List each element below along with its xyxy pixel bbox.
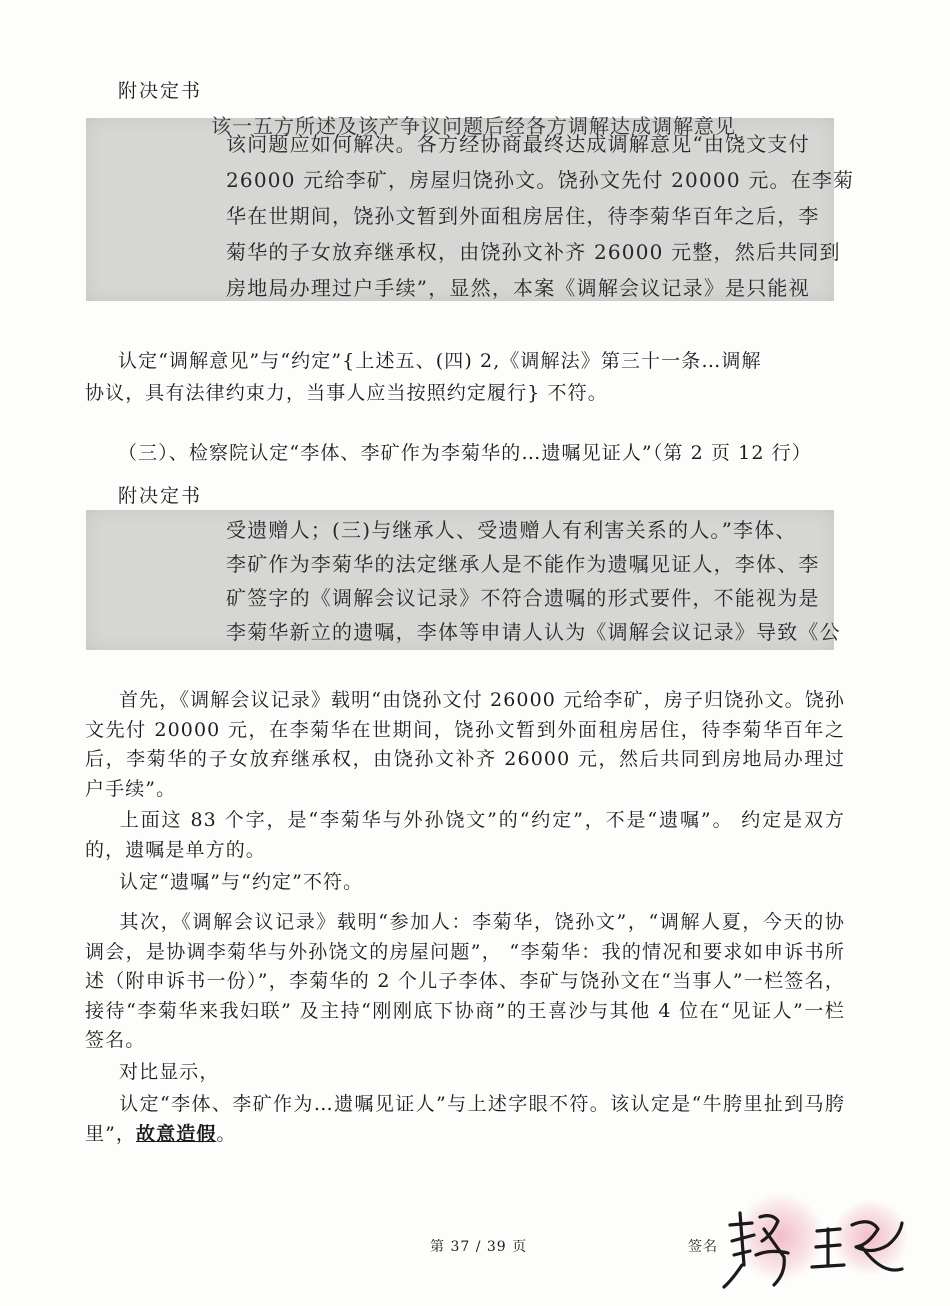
paragraph-text: 认定“李体、李矿作为…遗嘱见证人”与上述字眼不符。该认定是“牛胯里扯到马胯里”， bbox=[85, 1093, 845, 1145]
emphasis-text: 故意造假 bbox=[136, 1122, 217, 1145]
paragraph-text: 对比显示， bbox=[119, 1061, 220, 1083]
body-paragraph bbox=[85, 686, 845, 804]
body-line: 协议，具有法律约束力，当事人应当按照约定履行} 不符。 bbox=[85, 382, 608, 404]
body-paragraph bbox=[85, 1058, 845, 1088]
excerpt-line: 26000 元给李矿，房屋归饶孙文。饶孙文先付 20000 元。在李菊 bbox=[226, 168, 855, 192]
paragraph-text: 上面这 83 个字，是“李菊华与外孙饶文”的“约定”，不是“遗嘱”。 约定是双方的，遗嘱是单方的。 bbox=[85, 809, 845, 861]
paragraph-text: 首先，《调解会议记录》载明“由饶孙文付 26000 元给李矿，房子归饶孙文。饶孙文先付 20000 元，在李菊华在世期间，饶孙文暂到外面租房居住，待李菊华百年之后，李菊华的子女放弃继承权，由饶孙文补齐 26000 元，然后共同到房地局办理过户手续”。 bbox=[85, 689, 845, 800]
body-line: 认定“调解意见”与“约定”{上述五、(四) 2,《调解法》第三十一条…调解 bbox=[118, 350, 762, 372]
excerpt-line: 受遗赠人；(三)与继承人、受遗赠人有利害关系的人。”李体、 bbox=[226, 518, 797, 542]
body-paragraph bbox=[85, 908, 845, 1056]
excerpt-line: 李矿作为李菊华的法定继承人是不能作为遗嘱见证人，李体、李 bbox=[226, 552, 820, 576]
handwritten-signature bbox=[712, 1195, 912, 1295]
excerpt-line: 该问题应如何解决。各方经协商最终达成调解意见“由饶文支付 bbox=[226, 132, 810, 156]
body-paragraph bbox=[85, 868, 845, 898]
page-number: 第 37 / 39 页 bbox=[430, 1239, 528, 1255]
paragraph-text: 。 bbox=[216, 1122, 237, 1145]
body-paragraph bbox=[85, 806, 845, 865]
excerpt-line: 菊华的子女放弃继承权，由饶孙文补齐 26000 元整，然后共同到 bbox=[226, 240, 841, 264]
excerpt-line: 矿签字的《调解会议记录》不符合遗嘱的形式要件，不能视为是 bbox=[226, 586, 820, 610]
attachment-label: 附决定书 bbox=[118, 80, 203, 102]
scanned-excerpt-2 bbox=[86, 510, 841, 650]
cut-off-line: 该一五方所述及该产争议问题后经各方调解达成调解意见 bbox=[211, 114, 736, 138]
excerpt-line: 华在世期间，饶孙文暂到外面租房居住，待李菊华百年之后，李 bbox=[226, 204, 820, 228]
excerpt-line: 房地局办理过户手续”，显然，本案《调解会议记录》是只能视 bbox=[226, 276, 810, 300]
attachment-label: 附决定书 bbox=[118, 485, 203, 507]
paragraph-text: 其次，《调解会议记录》载明“参加人：李菊华，饶孙文”，“调解人夏，今天的协调会，是协调李菊华与外孙饶文的房屋问题”， “李菊华：我的情况和要求如申诉书所述（附申诉书一份）”，李菊华的 2 个儿子李体、李矿与饶孙文在“当事人”一栏签名，接待“李菊华来我妇联” 及主持“刚刚底下协商”的王喜沙与其他 4 位在“见证人”一栏签名。 bbox=[85, 911, 845, 1051]
section-heading: （三）、检察院认定“李体、李矿作为李菊华的…遗嘱见证人”（第 2 页 12 行） bbox=[118, 442, 812, 464]
excerpt-line: 李菊华新立的遗嘱，李体等申请人认为《调解会议记录》导致《公 bbox=[226, 620, 841, 644]
paragraph-text: 认定“遗嘱”与“约定”不符。 bbox=[119, 871, 364, 893]
scanned-excerpt-1 bbox=[86, 114, 855, 301]
signature-label: 签名 bbox=[688, 1239, 718, 1255]
body-paragraph bbox=[85, 1090, 845, 1149]
